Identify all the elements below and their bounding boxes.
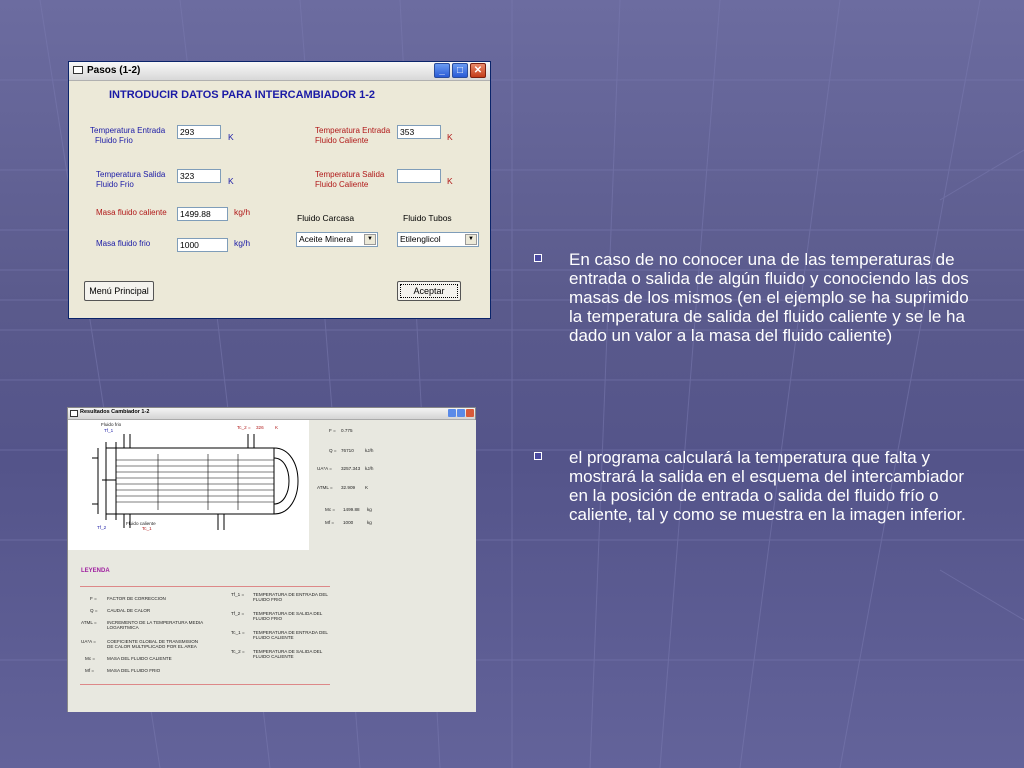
fluido-caliente-label: Fluido caliente (126, 521, 156, 526)
result-label: Q = (329, 448, 337, 453)
tf2-label: Tf_2 (97, 525, 107, 530)
legend-text: FACTOR DE CORRECCION (107, 596, 166, 601)
result-label: ATML = (317, 485, 333, 490)
slide-bullets (532, 250, 972, 524)
window-titlebar[interactable] (68, 408, 475, 420)
legend-key: Tc_2 = (231, 649, 245, 654)
fluido-frio-label: Fluido frio (101, 422, 122, 427)
legend-text: MASA DEL FLUIDO CALIENTE (107, 656, 172, 661)
legend-divider (80, 684, 330, 685)
result-value: 1000 (343, 520, 354, 525)
bullet-square-icon (534, 254, 542, 262)
legend-key: F = (90, 596, 97, 601)
legend-key: Mf = (85, 668, 95, 673)
chevron-down-icon[interactable]: ▼ (465, 234, 477, 245)
fluido-tubos-select[interactable]: Etilenglicol ▼ (397, 232, 479, 247)
result-value: 0.775 (341, 428, 353, 433)
maximize-button[interactable] (457, 409, 465, 417)
menu-principal-button[interactable]: Menú Principal (84, 281, 154, 301)
tc2-unit: K (275, 425, 279, 430)
close-button[interactable] (466, 409, 474, 417)
result-unit: kJ/h (365, 448, 374, 453)
minimize-button[interactable]: _ (434, 63, 450, 78)
result-unit: kJ/h (365, 466, 374, 471)
fluido-carcasa-label: Fluido Carcasa (297, 213, 355, 223)
result-label: UA*A = (317, 466, 332, 471)
masa-frio-unit: kg/h (234, 238, 251, 248)
window-title: Resultados Cambiador 1-2 (80, 409, 150, 415)
result-label: Mc = (325, 507, 336, 512)
bullet-item (532, 448, 972, 524)
legend-title: LEYENDA (81, 568, 110, 574)
temp-salida-caliente-label: Temperatura Salida Fluido Caliente (315, 170, 385, 189)
legend-text: INCREMENTO DE LA TEMPERATURA MEDIA LOGARITMICA (107, 620, 203, 631)
legend-divider (80, 586, 330, 587)
masa-caliente-input[interactable]: 1499.88 (177, 207, 228, 221)
result-value: 76710 (341, 448, 354, 453)
legend-text: TEMPERATURA DE ENTRADA DEL FLUIDO FRIO (253, 592, 328, 603)
result-value: 3257.343 (341, 466, 361, 471)
legend-text: CAUDAL DE CALOR (107, 608, 151, 613)
temp-salida-frio-input[interactable]: 323 (177, 169, 221, 183)
result-unit: K (365, 485, 369, 490)
temp-salida-frio-unit: K (228, 176, 234, 186)
temp-entrada-frio-input[interactable]: 293 (177, 125, 221, 139)
legend-key: Tf_2 = (231, 611, 245, 616)
legend-text: MASA DEL FLUIDO FRIO (107, 668, 161, 673)
masa-frio-label: Masa fluido frio (96, 239, 151, 248)
form-heading: INTRODUCIR DATOS PARA INTERCAMBIADOR 1-2 (109, 89, 376, 101)
temp-entrada-frio-label: Temperatura Entrada Fluido Frio (90, 126, 166, 145)
window-icon (73, 66, 83, 74)
bullet-item (532, 250, 972, 345)
temp-salida-frio-label: Temperatura Salida Fluido Frio (96, 170, 166, 189)
result-label: Mf = (325, 520, 335, 525)
fluido-tubos-label: Fluido Tubos (403, 213, 452, 223)
window-icon (70, 410, 78, 417)
temp-entrada-caliente-unit: K (447, 132, 453, 142)
masa-frio-input[interactable]: 1000 (177, 238, 228, 252)
bullet-text: el programa calculará la temperatura que falta y mostrará la salida en el esquema del intercambiador en la posición de entrada o salida del fluido frío o caliente, tal y como se muestra en la imagen inferior. (569, 448, 966, 524)
legend-text: COEFICIENTE GLOBAL DE TRANSMISION DE CALOR MULTIPLICADO POR EL AREA (107, 639, 199, 650)
fluido-carcasa-select[interactable]: Aceite Mineral ▼ (296, 232, 378, 247)
result-unit: kg (367, 520, 372, 525)
temp-entrada-frio-unit: K (228, 132, 234, 142)
window-title: Pasos (1-2) (87, 65, 141, 76)
legend-text: TEMPERATURA DE ENTRADA DEL FLUIDO CALIENTE (253, 630, 328, 641)
tc1-label: Tc_1 (142, 526, 152, 531)
bullet-square-icon (534, 452, 542, 460)
close-button[interactable]: ✕ (470, 63, 486, 78)
temp-entrada-caliente-input[interactable]: 353 (397, 125, 441, 139)
legend-key: Tc_1 = (231, 630, 245, 635)
result-value: 32.909 (341, 485, 356, 490)
result-unit: kg (367, 507, 372, 512)
results-window (67, 407, 476, 712)
legend-key: UA*A = (81, 639, 96, 644)
temp-salida-caliente-unit: K (447, 176, 453, 186)
legend-key: ATML = (81, 620, 97, 625)
tc2-label: Tc_2 = (237, 425, 251, 430)
tc2-value: 326 (256, 425, 264, 430)
masa-caliente-label: Masa fluido caliente (96, 208, 167, 217)
aceptar-button[interactable]: Aceptar (397, 281, 461, 301)
temp-salida-caliente-input[interactable] (397, 169, 441, 183)
exchanger-diagram-box (68, 420, 309, 550)
legend-key: Q = (90, 608, 98, 613)
legend-text: TEMPERATURA DE SALIDA DEL FLUIDO CALIENTE (253, 649, 323, 660)
input-data-window (68, 61, 491, 319)
tf1-label: Tf_1 (104, 428, 114, 433)
legend-key: Mc = (85, 656, 96, 661)
maximize-button[interactable]: □ (452, 63, 468, 78)
results-list (313, 424, 383, 534)
temp-entrada-caliente-label: Temperatura Entrada Fluido Caliente (315, 126, 391, 145)
window-titlebar[interactable] (69, 62, 490, 81)
chevron-down-icon[interactable]: ▼ (364, 234, 376, 245)
result-label: F = (329, 428, 336, 433)
minimize-button[interactable] (448, 409, 456, 417)
legend-text: TEMPERATURA DE SALIDA DEL FLUIDO FRIO (253, 611, 323, 622)
result-value: 1499.88 (343, 507, 360, 512)
bullet-text: En caso de no conocer una de las temperaturas de entrada o salida de algún fluido y conociendo las dos masas de los mismos (en el ejemplo se ha suprimido la temperatura de salida del fluido caliente y se le ha dado un valor a la masa del fluido caliente) (569, 250, 969, 345)
masa-caliente-unit: kg/h (234, 207, 251, 217)
legend-key: Tf_1 = (231, 592, 245, 597)
heat-exchanger-diagram (68, 420, 309, 550)
